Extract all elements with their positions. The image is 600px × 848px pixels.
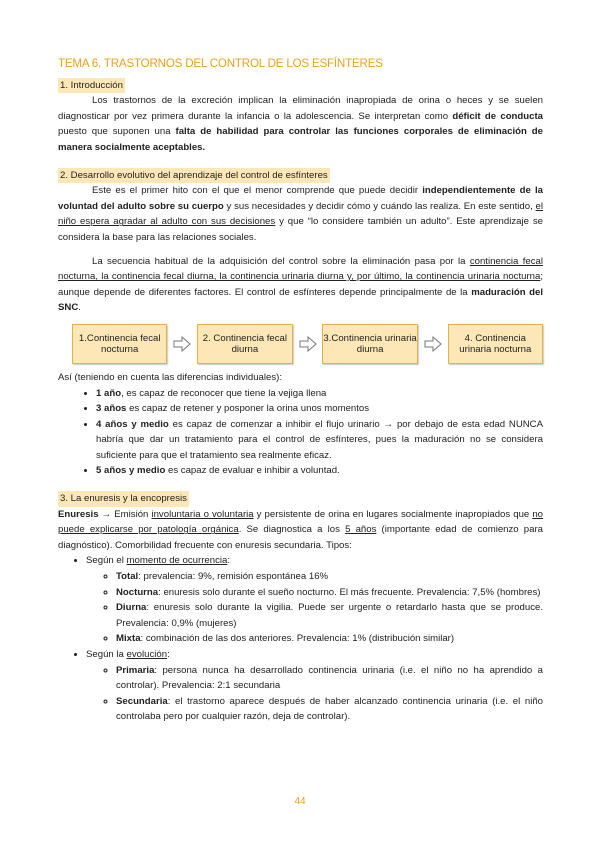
list-item: ◦ Diurna: enuresis solo durante la vigilia. Puede ser urgente o retardarlo hasta que se produce. Prevalencia: 0,9% (mujeres) [116,600,543,631]
page-number: 44 [294,796,306,807]
page-title: TEMA 6. TRASTORNOS DEL CONTROL DE LOS ESFÍNTERES [58,57,383,70]
arrow-right-icon [167,336,197,352]
flow-step-2: 2. Continencia fecal diurna [197,324,292,364]
list-item: • 4 años y medio es capaz de comenzar a inhibir el flujo urinario → por debajo de esta edad NUNCA habría que dar un tratamiento para el control de esfínteres, pues la maduración no se considera suficiente para que el tratamiento sea realmente eficaz. [96,417,543,464]
arrow-right-icon [418,336,448,352]
arrow-right-icon [293,336,323,352]
continence-sequence-diagram [72,324,543,364]
development-paragraph-2: La secuencia habitual de la adquisición del control sobre la eliminación pasa por la continencia fecal nocturna, la continencia fecal diurna, la continencia urinaria diurna y, por último, la continencia urinaria nocturna; aunque depende de diferentes factores. El control de esfínteres depende principalmente de la maduración del SNC. [58,255,543,314]
list-item: ◦ Nocturna: enuresis solo durante el sueño nocturno. El más frecuente. Prevalencia: 7,5% (hombres) [116,585,543,601]
list-item: • 1 año, es capaz de reconocer que tiene la vejiga llena [96,386,543,402]
flow-step-1: 1.Continencia fecal nocturna [72,324,167,364]
list-item: ◦ Total: prevalencia: 9%, remisión espontánea 16% [116,569,543,585]
enuresis-paragraph: Enuresis → Emisión involuntaria o voluntaria y persistente de orina en lugares socialmente inapropiados que no puede explicarse por patología orgánica. Se diagnostica a los 5 años (importante edad de comienzo para diagnóstico). Comorbilidad frecuente con enuresis secundaria. Tipos: [58,508,543,551]
list-item: • Según el momento de ocurrencia: ◦ Total: prevalencia: 9%, remisión espontánea 16% ◦ Nocturna: enuresis solo durante el sueño nocturno. El más frecuente. Prevalencia: 7,5% (hombres) ◦ Diurna: enuresis solo durante la vigilia. Puede ser urgente o retardarlo hasta que se produce. Prevalencia: 0,9% (mujeres) ◦ Mixta: combinación de las dos anteriores. Prevalencia: 1% (distribución similar) [86,553,543,647]
ages-intro: Así (teniendo en cuenta las diferencias individuales): [58,371,282,383]
section-heading-intro: 1. Introducción [58,78,125,94]
enuresis-types-list [58,553,543,725]
document-page [58,56,543,725]
list-item: ◦ Primaria: persona nunca ha desarrollado continencia urinaria (i.e. el niño no ha aprendido a controlar). Prevalencia: 2:1 secundaria [116,663,543,694]
ages-list [58,386,543,480]
development-paragraph-1: Este es el primer hito con el que el menor comprende que puede decidir independientemente de la voluntad del adulto sobre su cuerpo y sus necesidades y decidir cómo y cuándo las realiza. En este sentido, el niño espera agradar al adulto con sus decisiones y que “lo considere también un adulto”. Este aprendizaje se considera la base para las relaciones sociales. [58,185,543,243]
intro-paragraph: Los trastornos de la excreción implican la eliminación inapropiada de orina o heces y se suelen diagnosticar por vez primera durante la infancia o la adolescencia. Se interpretan como déficit de conducta puesto que suponen una falta de habilidad para controlar las funciones corporales de eliminación de manera socialmente aceptables. [58,95,544,153]
list-item: ◦ Secundaria: el trastorno aparece después de haber alcanzado continencia urinaria (i.e. el niño controlaba pero por cualquier razón, deja de controlar). [116,694,543,725]
list-item: • 5 años y medio es capaz de evaluar e inhibir a voluntad. [96,463,543,479]
section-heading-development: 2. Desarrollo evolutivo del aprendizaje del control de esfínteres [58,168,330,184]
list-item: • 3 años es capaz de retener y posponer la orina unos momentos [96,401,543,417]
list-item: ◦ Mixta: combinación de las dos anteriores. Prevalencia: 1% (distribución similar) [116,631,543,647]
flow-step-4: 4. Continencia urinaria nocturna [448,324,543,364]
list-item: • Según la evolución: ◦ Primaria: persona nunca ha desarrollado continencia urinaria (i.e. el niño no ha aprendido a controlar). Prevalencia: 2:1 secundaria ◦ Secundaria: el trastorno aparece después de haber alcanzado continencia urinaria (i.e. el niño controlaba pero por cualquier razón, deja de controlar). [86,647,543,725]
flow-step-3: 3.Continencia urinaria diurna [322,324,417,364]
section-heading-enuresis: 3. La enuresis y la encopresis [58,491,189,507]
